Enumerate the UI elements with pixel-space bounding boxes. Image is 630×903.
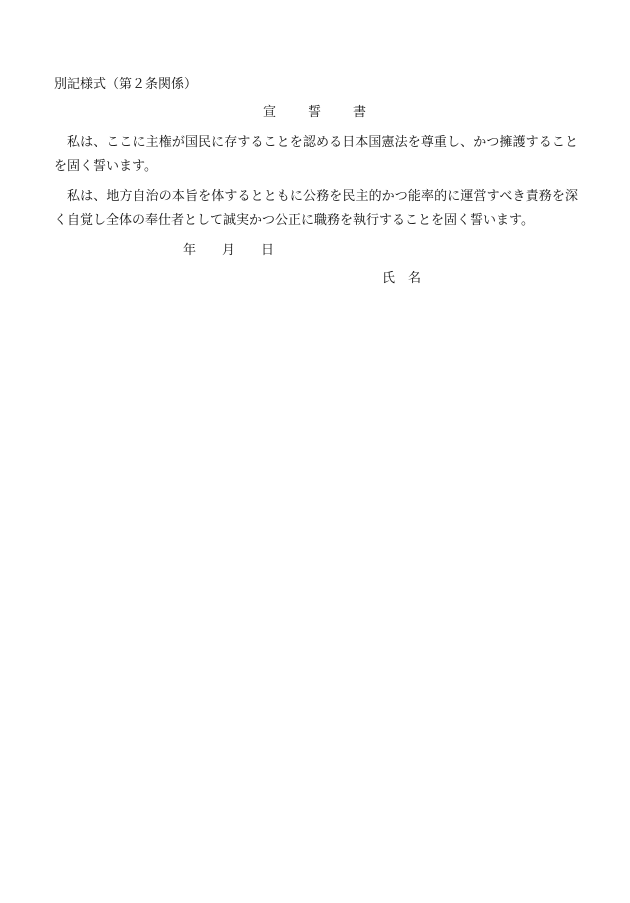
oath-paragraph-2: 私は、地方自治の本旨を体するとともに公務を民主的かつ能率的に運営すべき責務を深く自覚し全体の奉仕者として誠実かつ公正に職務を執行することを固く誓います。 [54, 189, 578, 228]
form-reference: 別記様式（第２条関係） [54, 77, 198, 92]
oath-paragraph-1: 私は、ここに主権が国民に存することを認める日本国憲法を尊重し、かつ擁護することを固く誓います。 [54, 135, 578, 174]
signature-family-label: 氏 [382, 271, 396, 286]
document-title [263, 105, 366, 121]
title-char-3: 書 [353, 105, 367, 120]
title-char-1: 宣 [263, 105, 277, 120]
date-month-label: 月 [222, 243, 236, 258]
signature-name-label: 名 [408, 271, 422, 286]
date-year-label: 年 [183, 243, 197, 258]
title-char-2: 誓 [308, 105, 322, 120]
date-day-label: 日 [261, 243, 275, 258]
date-line [183, 243, 274, 259]
signature-line [382, 271, 421, 287]
